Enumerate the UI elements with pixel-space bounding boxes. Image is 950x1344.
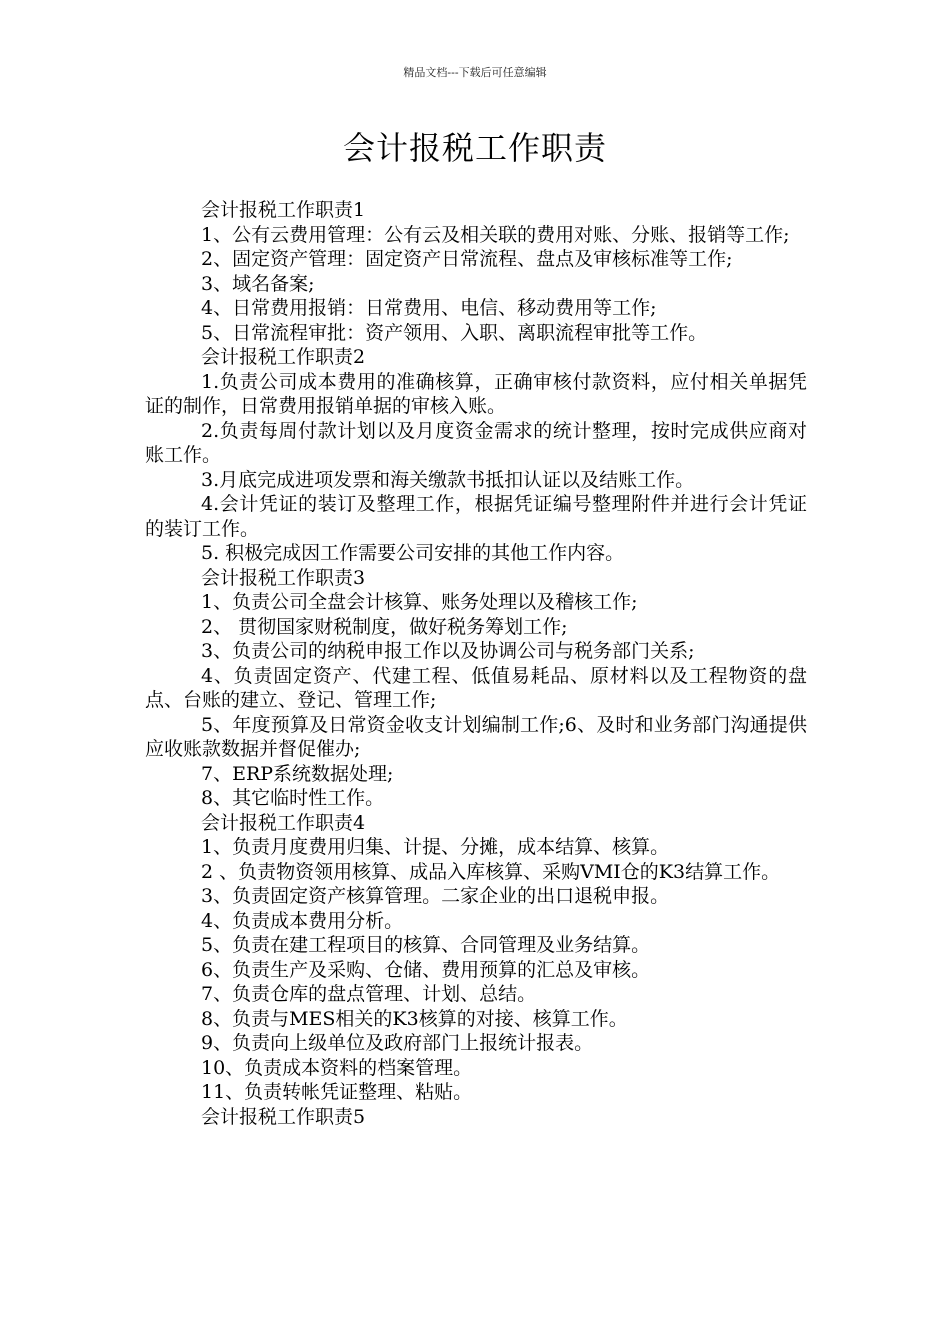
- list-item: 1.负责公司成本费用的准确核算，正确审核付款资料，应付相关单据凭证的制作，日常费用报销单据的审核入账。: [145, 370, 807, 417]
- list-item: 1、公有云费用管理：公有云及相关联的费用对账、分账、报销等工作;: [201, 223, 790, 246]
- list-item: 3、负责公司的纳税申报工作以及协调公司与税务部门关系;: [201, 640, 695, 662]
- list-item: 4、负责固定资产、代建工程、低值易耗品、原材料以及工程物资的盘点、台账的建立、登记、管理工作;: [145, 664, 807, 711]
- list-item: 1、负责月度费用归集、计提、分摊，成本结算、核算。: [201, 836, 670, 858]
- list-item: 2.负责每周付款计划以及月度资金需求的统计整理，按时完成供应商对账工作。: [145, 419, 807, 466]
- list-item: 5. 积极完成因工作需要公司安排的其他工作内容。: [201, 542, 625, 564]
- list-item: 4、日常费用报销：日常费用、电信、移动费用等工作;: [201, 297, 657, 319]
- list-item: 4、负责成本费用分析。: [201, 909, 404, 932]
- list-item: 3.月底完成进项发票和海关缴款书抵扣认证以及结账工作。: [201, 468, 695, 491]
- list-item: 5、年度预算及日常资金收支计划编制工作;6、及时和业务部门沟通提供应收账款数据并督促催办;: [145, 713, 807, 760]
- header-note: 精品文档---下载后可任意编辑: [403, 66, 547, 79]
- list-item: 6、负责生产及采购、仓储、费用预算的汇总及审核。: [201, 958, 651, 981]
- list-item: 2 、负责物资领用核算、成品入库核算、采购VMI仓的K3结算工作。: [201, 860, 781, 883]
- list-item: 7、ERP系统数据处理;: [201, 762, 394, 785]
- section-heading: 会计报税工作职责5: [201, 1105, 366, 1128]
- list-item: 9、负责向上级单位及政府部门上报统计报表。: [201, 1032, 594, 1054]
- list-item: 5、日常流程审批：资产领用、入职、离职流程审批等工作。: [201, 321, 708, 344]
- list-item: 3、域名备案;: [201, 272, 315, 295]
- section-heading: 会计报税工作职责4: [201, 811, 366, 834]
- list-item: 1、负责公司全盘会计核算、账务处理以及稽核工作;: [201, 591, 638, 613]
- list-item: 10、负责成本资料的档案管理。: [201, 1056, 473, 1079]
- list-item: 5、负责在建工程项目的核算、合同管理及业务结算。: [201, 934, 651, 956]
- list-item: 7、负责仓库的盘点管理、计划、总结。: [201, 983, 537, 1005]
- section-heading: 会计报税工作职责1: [201, 199, 366, 221]
- list-item: 2、固定资产管理：固定资产日常流程、盘点及审核标准等工作;: [201, 248, 733, 270]
- list-item: 2、 贯彻国家财税制度，做好税务筹划工作;: [201, 615, 568, 638]
- section-heading: 会计报税工作职责3: [201, 566, 366, 589]
- list-item: 3、负责固定资产核算管理。二家企业的出口退税申报。: [201, 885, 670, 907]
- list-item: 8、其它临时性工作。: [201, 787, 385, 809]
- list-item: 4.会计凭证的装订及整理工作，根据凭证编号整理附件并进行会计凭证的装订工作。: [145, 493, 807, 540]
- list-item: 11、负责转帐凭证整理、粘贴。: [201, 1081, 473, 1103]
- section-heading: 会计报税工作职责2: [201, 346, 366, 368]
- list-item: 8、负责与MES相关的K3核算的对接、核算工作。: [201, 1007, 628, 1030]
- document-body: [145, 198, 807, 1129]
- document-title: 会计报税工作职责: [342, 129, 607, 167]
